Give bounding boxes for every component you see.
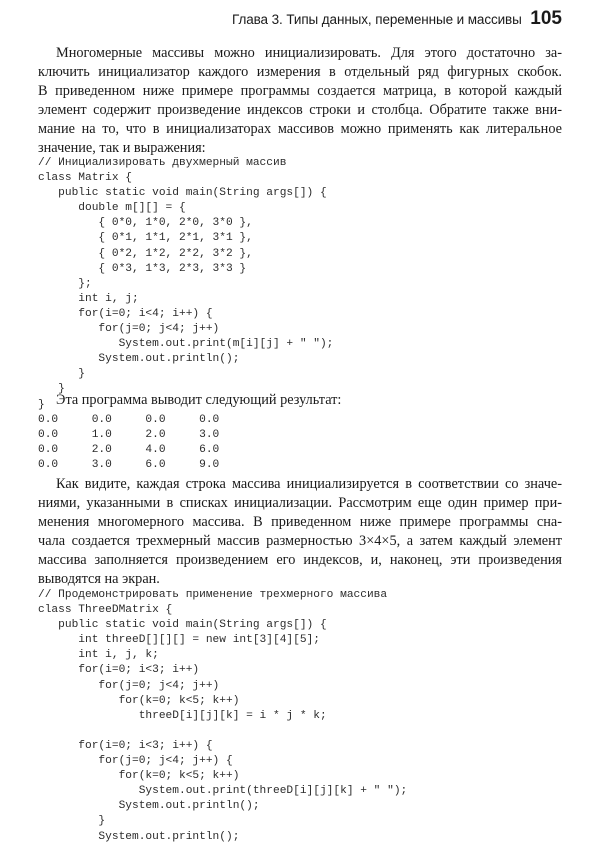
paragraph-line: Эта программа выводит следующий результат: [56, 392, 342, 408]
code-line: } [38, 368, 85, 381]
code-line: System.out.println(); [38, 830, 240, 843]
code-line: System.out.println(); [38, 800, 260, 813]
output-line: 0.0 2.0 4.0 6.0 [38, 444, 220, 457]
code-line: System.out.print(threeD[i][j][k] + " "); [38, 785, 408, 798]
paragraph-line: чала создается трехмерный массив размерностью 3×4×5, а затем каждый элемент [38, 533, 562, 549]
explanation-paragraph [38, 475, 562, 589]
paragraph-line: массива заполняется произведением его индексов, и, наконец, эти произведения [38, 552, 562, 568]
paragraph-line: В приведенном ниже примере программы создается матрица, в которой каждый [38, 83, 562, 99]
paragraph-line: Многомерные массивы можно инициализировать. Для этого достаточно за- [56, 45, 562, 61]
page-number: 105 [530, 8, 562, 29]
code-line: for(i=0; i<3; i++) { [38, 739, 213, 752]
code-line: System.out.print(m[i][j] + " "); [38, 338, 334, 351]
output-intro-paragraph [38, 391, 562, 410]
code-line: int i, j; [38, 292, 139, 305]
code-line: for(j=0; j<4; j++) { [38, 755, 233, 768]
output-line: 0.0 1.0 2.0 3.0 [38, 429, 220, 442]
paragraph-line: мание на то, что в инициализаторах массивов можно применять как литеральное [38, 121, 562, 137]
code-line: for(k=0; k<5; k++) [38, 694, 240, 707]
code-line: }; [38, 277, 92, 290]
code-line: double m[][] = { [38, 202, 186, 215]
code-line: { 0*1, 1*1, 2*1, 3*1 }, [38, 232, 253, 245]
code-line: { 0*3, 1*3, 2*3, 3*3 } [38, 262, 247, 275]
paragraph-line: ниями, указанными в списках инициализации. Рассмотрим еще один пример при- [38, 495, 562, 511]
three-d-matrix-code-listing [38, 588, 407, 845]
code-line: } [38, 815, 106, 828]
code-line: int threeD[][][] = new int[3][4][5]; [38, 634, 320, 647]
matrix-code-listing [38, 156, 333, 413]
code-line: { 0*2, 1*2, 2*2, 3*2 }, [38, 247, 253, 260]
code-line: public static void main(String args[]) { [38, 187, 327, 200]
paragraph-line: элемент содержит произведение индексов строки и столбца. Обратите также вни- [38, 102, 562, 118]
program-output [38, 413, 219, 473]
paragraph-line: значение, так и выражения: [38, 140, 206, 156]
paragraph-line: выводятся на экран. [38, 571, 160, 587]
code-line: for(k=0; k<5; k++) [38, 770, 240, 783]
output-line: 0.0 3.0 6.0 9.0 [38, 459, 220, 472]
paragraph-line: ключить инициализатор каждого измерения в отдельный ряд фигурных скобок. [38, 64, 562, 80]
code-line: } [38, 398, 45, 411]
intro-paragraph [38, 44, 562, 158]
paragraph-line: менения многомерного массива. В приведенном ниже примере программы сна- [38, 514, 562, 530]
code-line: } [38, 383, 65, 396]
code-line: // Инициализировать двухмерный массив [38, 157, 287, 169]
code-line: // Продемонстрировать применение трехмерного массива [38, 589, 388, 601]
running-header [232, 8, 562, 30]
code-line: for(j=0; j<4; j++) [38, 323, 220, 336]
code-line: int i, j, k; [38, 649, 159, 662]
code-line: class ThreeDMatrix { [38, 604, 173, 617]
chapter-title: Глава 3. Типы данных, переменные и массивы [232, 12, 522, 27]
code-line: for(i=0; i<3; i++) [38, 664, 200, 677]
paragraph-line: Как видите, каждая строка массива инициализируется в соответствии со значе- [56, 476, 562, 492]
code-line: for(i=0; i<4; i++) { [38, 307, 213, 320]
output-line: 0.0 0.0 0.0 0.0 [38, 414, 220, 426]
code-line: System.out.println(); [38, 353, 240, 366]
code-line: class Matrix { [38, 172, 132, 185]
code-line: { 0*0, 1*0, 2*0, 3*0 }, [38, 217, 253, 230]
code-line: public static void main(String args[]) { [38, 619, 327, 632]
code-line: threeD[i][j][k] = i * j * k; [38, 709, 327, 722]
code-line: for(j=0; j<4; j++) [38, 679, 220, 692]
